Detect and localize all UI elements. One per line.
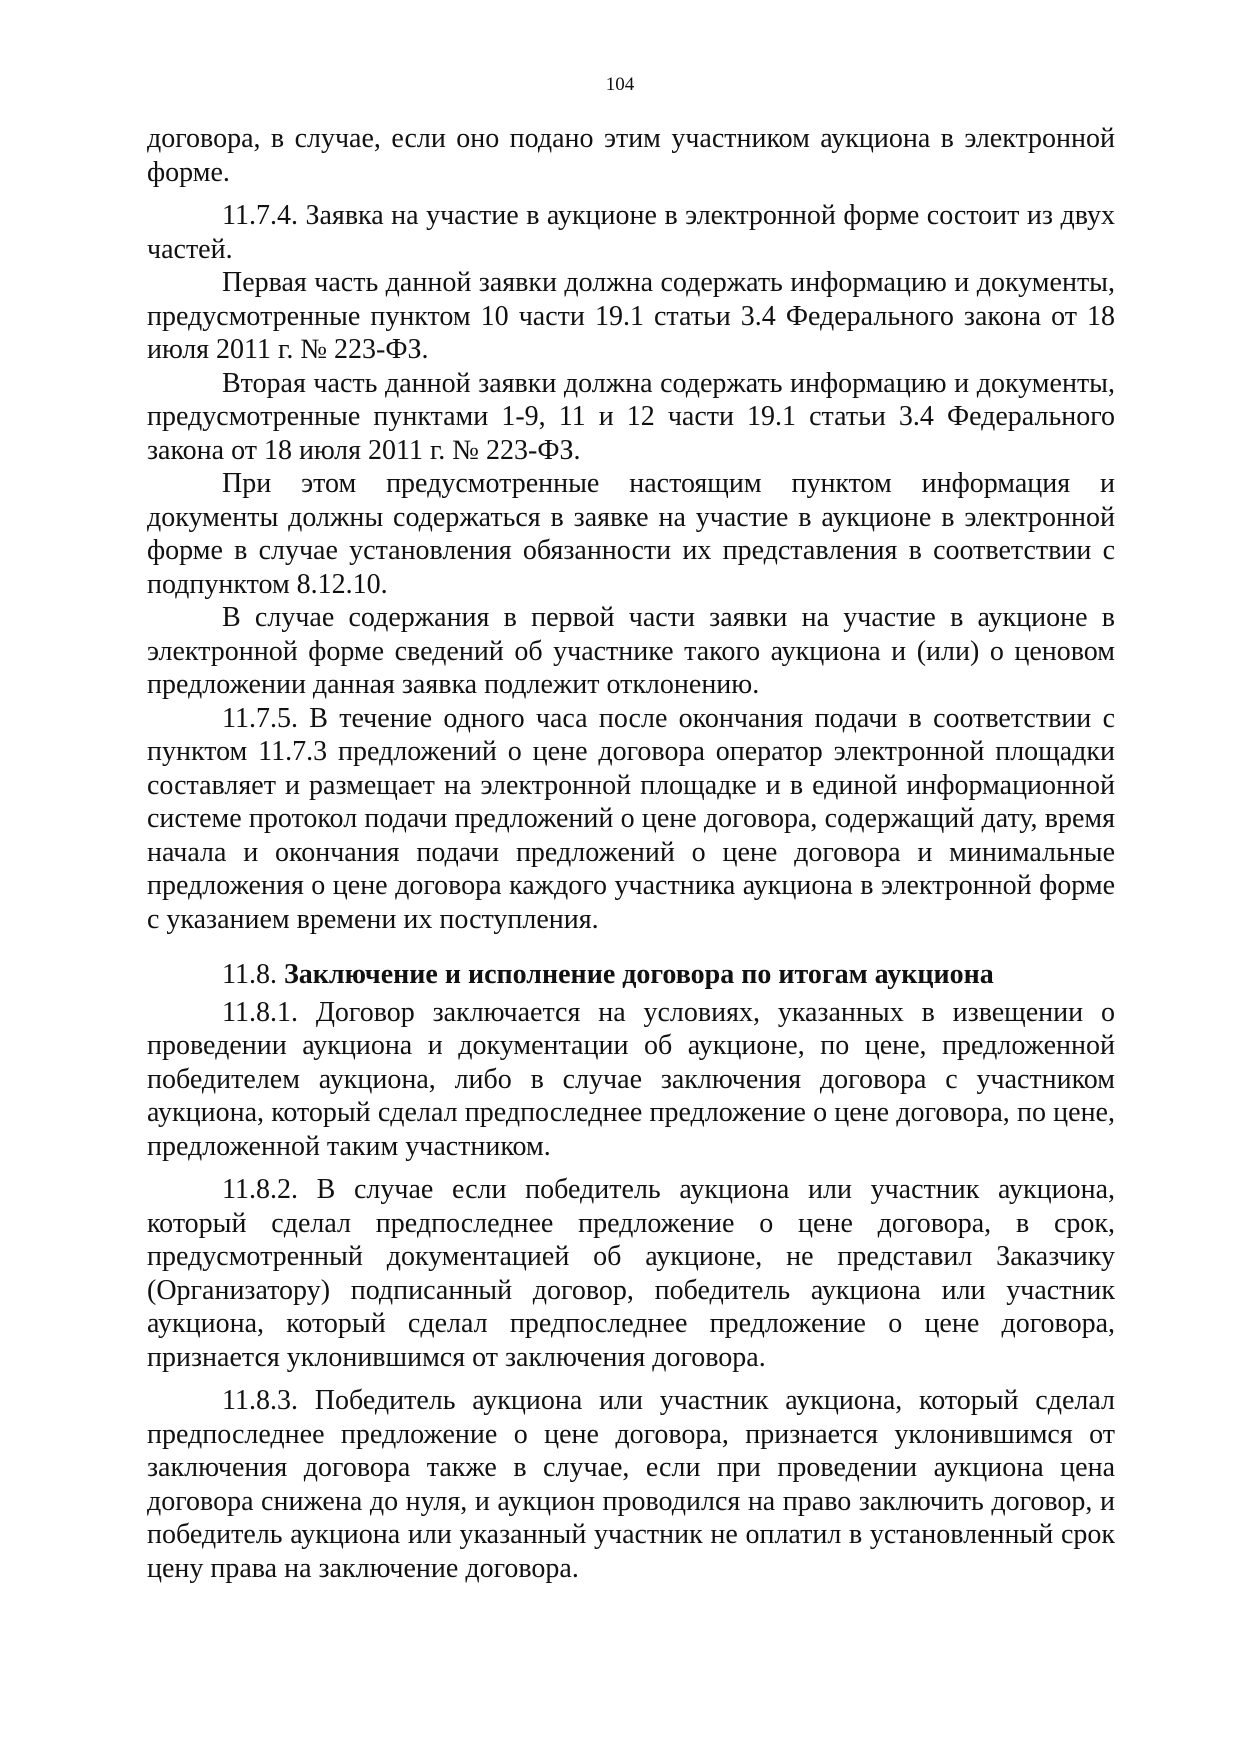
page-number: 104 bbox=[605, 74, 635, 95]
paragraph-second-part: Вторая часть данной заявки должна содержать информацию и документы, предусмотренные пунктами 1-9, 11 и 12 части 19.1 статьи 3.4 Федерального закона от 18 июля 2011 г. № 223-ФЗ. bbox=[147, 367, 1115, 466]
paragraph-rejection: В случае содержания в первой части заявки на участие в аукционе в электронной форме сведений об участнике такого аукциона и (или) о ценовом предложении данная заявка подлежит отклонению. bbox=[147, 602, 1115, 700]
paragraph-11-7-4: 11.7.4. Заявка на участие в аукционе в электронной форме состоит из двух частей. bbox=[147, 200, 1115, 265]
section-heading-number: 11.8. bbox=[222, 959, 284, 990]
paragraph-11-7-5: 11.7.5. В течение одного часа после окончания подачи в соответствии с пунктом 11.7.3 предложений о цене договора оператор электронной площадки составляет и размещает на электронной площадке и в единой информационной системе протокол подачи предложений о цене договора, содержащий дату, время начала и окончания подачи предложений о цене договора и минимальные предложения о цене договора каждого участника аукциона в электронной форме с указанием времени их поступления. bbox=[147, 702, 1115, 935]
document-body bbox=[147, 122, 1115, 1585]
paragraph-11-8-2: 11.8.2. В случае если победитель аукциона или участник аукциона, который сделал предпоследнее предложение о цене договора, в срок, предусмотренный документацией об аукционе, не представил Заказчику (Организатору) подписанный договор, победитель аукциона или участник аукциона, который сделал предпоследнее предложение о цене договора, признается уклонившимся от заключения договора. bbox=[147, 1174, 1115, 1373]
paragraph-first-part: Первая часть данной заявки должна содержать информацию и документы, предусмотренные пунктом 10 части 19.1 статьи 3.4 Федерального закона от 18 июля 2011 г. № 223-ФЗ. bbox=[147, 267, 1115, 365]
paragraph-11-8-1: 11.8.1. Договор заключается на условиях, указанных в извещении о проведении аукциона и документации об аукционе, по цене, предложенной победителем аукциона, либо в случае заключения договора с участником аукциона, который сделал предпоследнее предложение о цене договора, по цене, предложенной таким участником. bbox=[147, 996, 1115, 1162]
paragraph-documents-condition: При этом предусмотренные настоящим пунктом информация и документы должны содержаться в заявке на участие в аукционе в электронной форме в случае установления обязанности их представления в соответствии с подпунктом 8.12.10. bbox=[147, 468, 1115, 600]
paragraph-continuation: договора, в случае, если оно подано этим участником аукциона в электронной форме. bbox=[147, 123, 1115, 188]
paragraph-11-8-3: 11.8.3. Победитель аукциона или участник аукциона, который сделал предпоследнее предложение о цене договора, признается уклонившимся от заключения договора также в случае, если при проведении аукциона цена договора снижена до нуля, и аукцион проводился на право заключить договор, и победитель аукциона или указанный участник не оплатил в установленный срок цену права на заключение договора. bbox=[147, 1385, 1115, 1584]
section-heading-11-8 bbox=[147, 958, 1115, 992]
section-heading-title: Заключение и исполнение договора по итогам аукциона bbox=[283, 959, 994, 990]
